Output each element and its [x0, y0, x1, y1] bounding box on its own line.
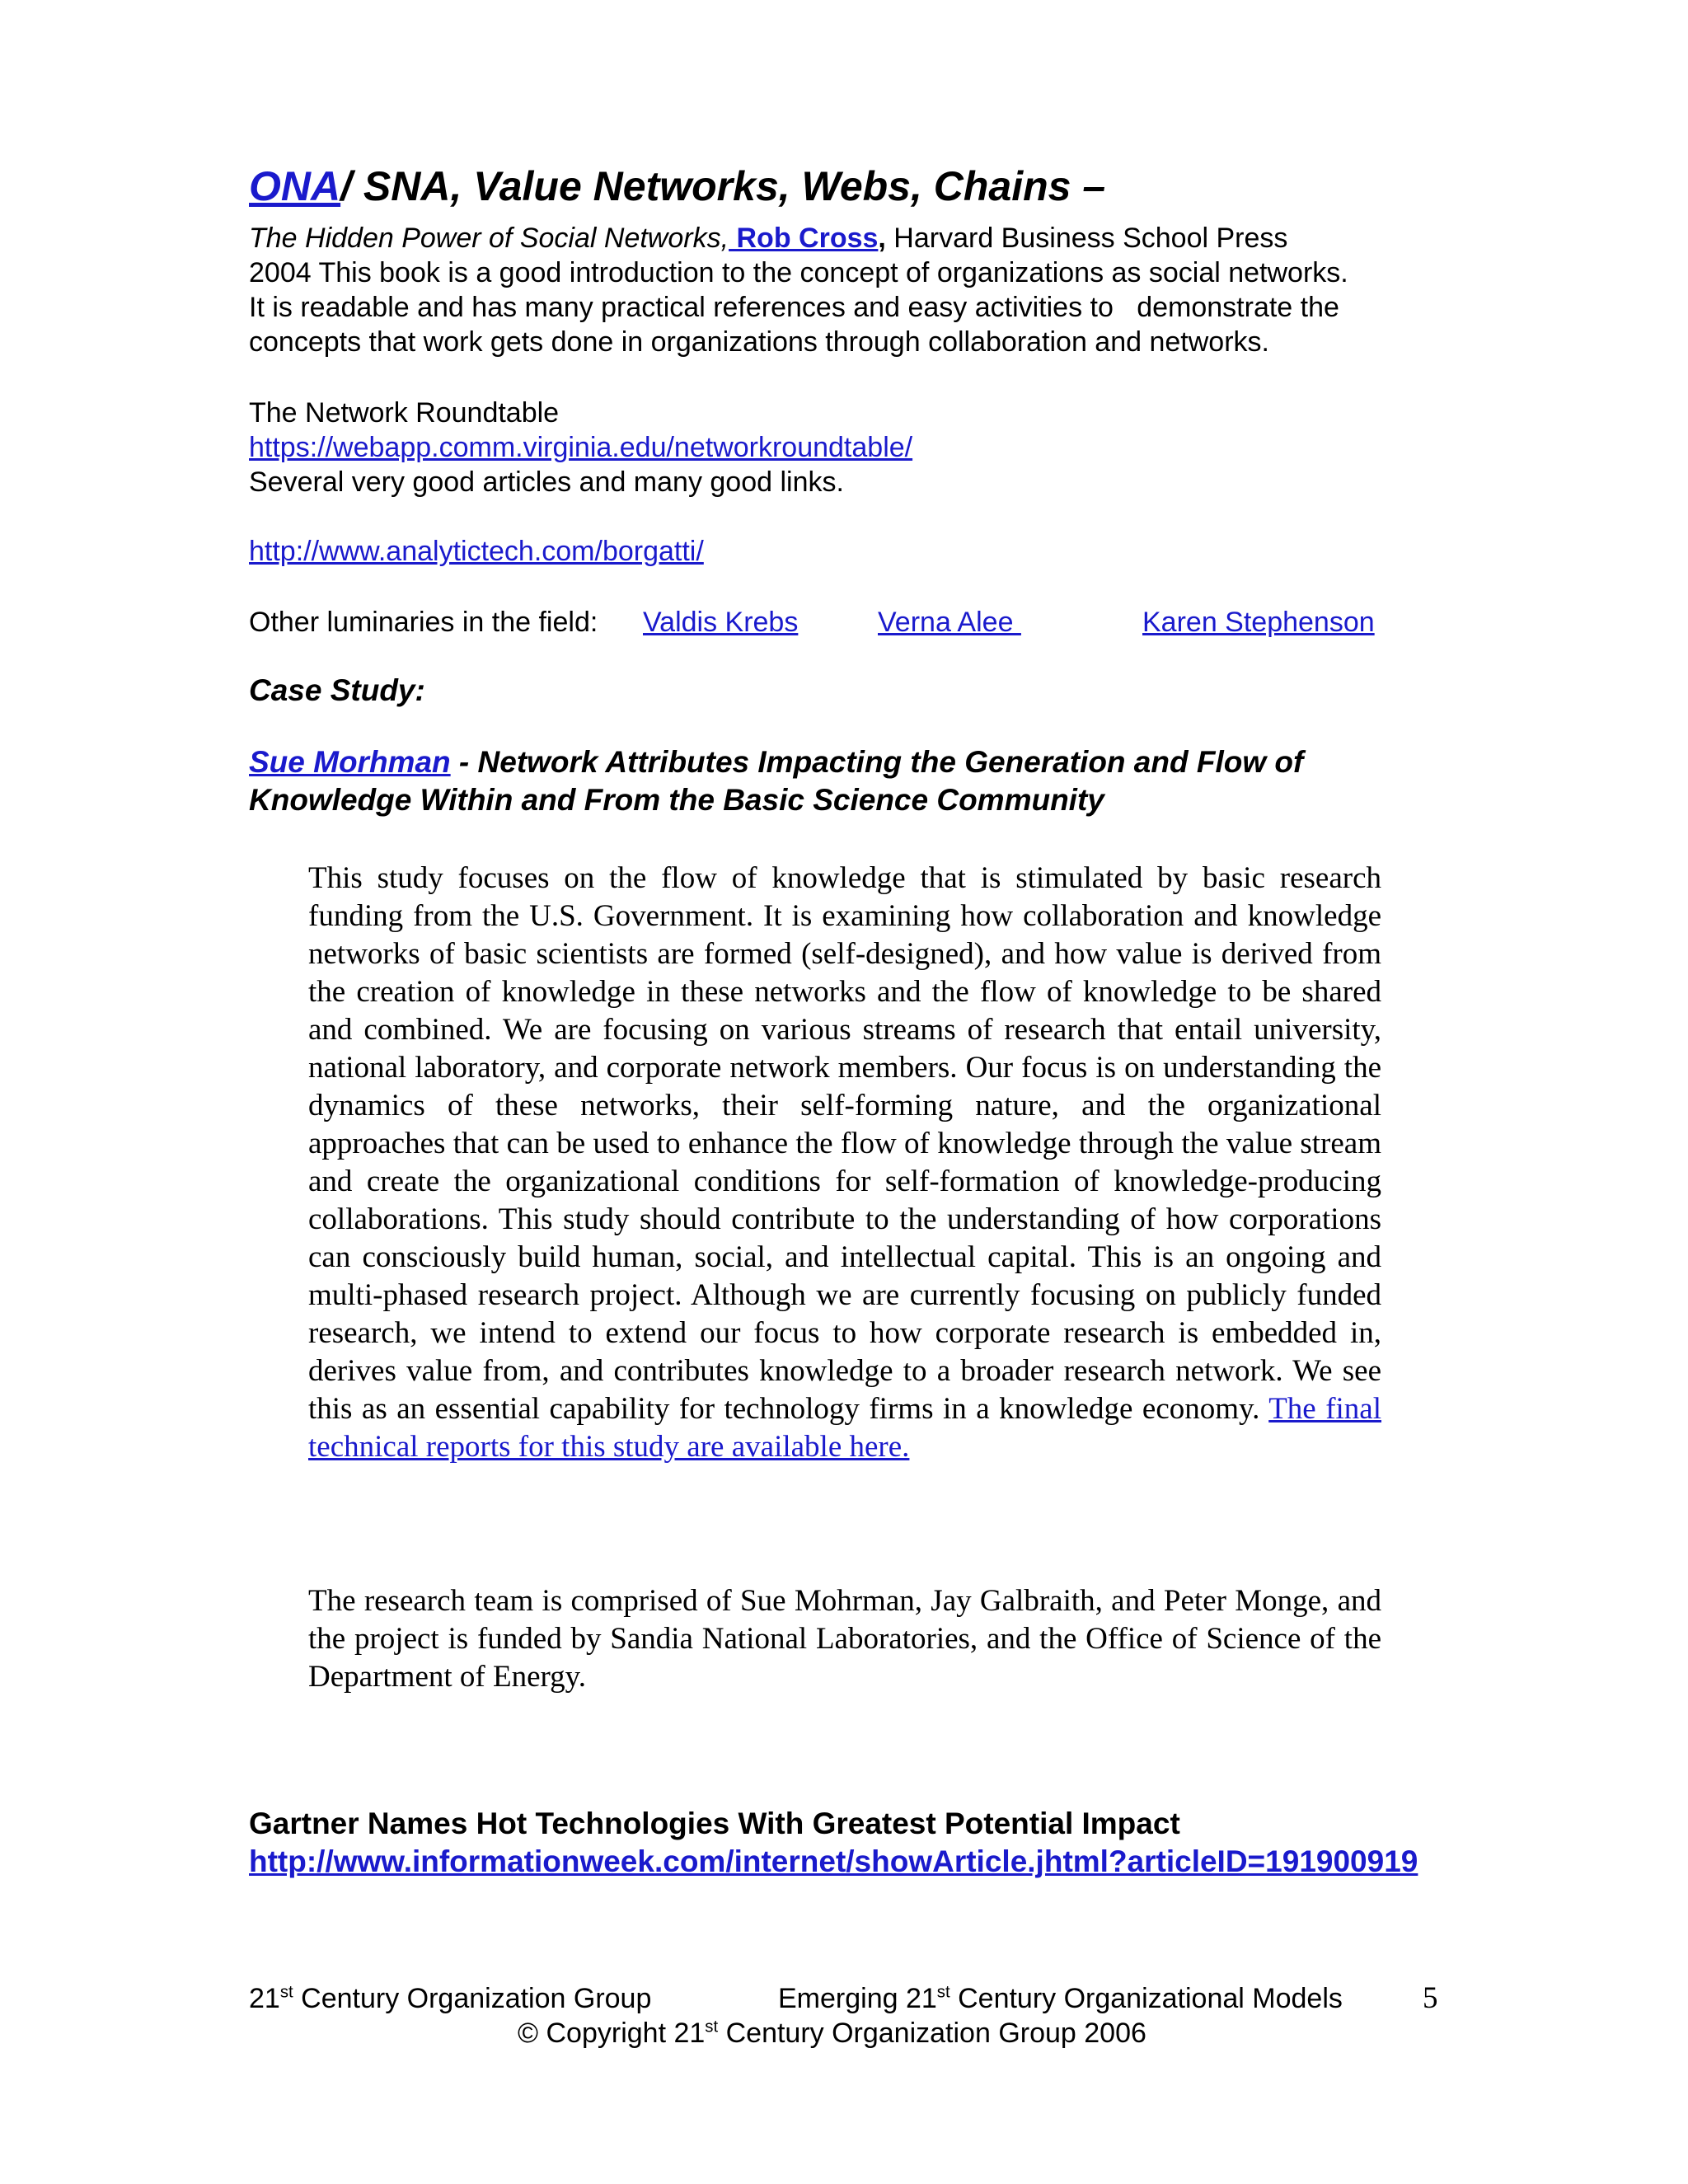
- footer-left-prefix: 21: [249, 1983, 280, 2014]
- page-number: 5: [1423, 1981, 1438, 2015]
- borgatti-line: [249, 534, 1452, 569]
- section-heading-text: / SNA, Value Networks, Webs, Chains –: [340, 163, 1106, 209]
- ona-link[interactable]: ONA: [249, 163, 341, 209]
- roundtable-description: Several very good articles and many good links.: [249, 466, 844, 498]
- roundtable-section: [249, 396, 1452, 499]
- borgatti-link[interactable]: http://www.analytictech.com/borgatti/: [249, 536, 704, 567]
- verna-alee-link[interactable]: Verna Alee: [878, 607, 1021, 638]
- book-title: The Hidden Power of Social Networks,: [249, 223, 729, 254]
- informationweek-link[interactable]: http://www.informationweek.com/internet/showArticle.jhtml?articleID=191900919: [249, 1844, 1418, 1878]
- author-comma: ,: [878, 223, 886, 254]
- book-line-4: concepts that work gets done in organizations through collaboration and networks.: [249, 326, 1269, 358]
- gartner-url-block: [249, 1843, 1452, 1881]
- footer-left: [249, 1981, 651, 2016]
- roundtable-link[interactable]: https://webapp.comm.virginia.edu/networkroundtable/: [249, 432, 913, 463]
- footer-center-sup: st: [936, 1983, 950, 2002]
- book-line-2: 2004 This book is a good introduction to the concept of organizations as social networks.: [249, 257, 1348, 288]
- footer-left-sup: st: [279, 1983, 293, 2002]
- copyright-prefix: © Copyright 21: [518, 2018, 706, 2049]
- footer-copyright: [518, 2016, 1146, 2050]
- gartner-title: Gartner Names Hot Technologies With Greatest Potential Impact: [249, 1807, 1180, 1840]
- study-title-text: - Network Attributes Impacting the Generation and Flow of Knowledge Within and From the Basic Science Community: [249, 745, 1304, 817]
- footer-left-suffix: Century Organization Group: [293, 1983, 652, 2014]
- technical-reports-link[interactable]: The final technical reports for this study are available here.: [308, 1392, 1382, 1464]
- book-line-1: [249, 221, 1452, 255]
- copyright-suffix: Century Organization Group 2006: [718, 2018, 1146, 2049]
- section-heading: [249, 157, 1444, 216]
- sue-morhman-link[interactable]: Sue Morhman: [249, 745, 451, 779]
- book-reference: [249, 221, 1452, 359]
- study-paragraph-2: The research team is comprised of Sue Mohrman, Jay Galbraith, and Peter Monge, and the project is funded by Sandia National Laboratories, and the Office of Science of the Department of Energy.: [308, 1584, 1381, 1694]
- rob-cross-link[interactable]: Rob Cross: [729, 223, 879, 254]
- roundtable-name: The Network Roundtable: [249, 397, 560, 429]
- valdis-krebs-link[interactable]: Valdis Krebs: [643, 607, 799, 638]
- study-paragraph-1: [308, 860, 1381, 1466]
- study-heading: [249, 743, 1436, 819]
- copyright-sup: st: [705, 2018, 719, 2036]
- case-study-heading: Case Study:: [249, 673, 425, 707]
- book-line-3: It is readable and has many practical references and easy activities to demonstrate the: [249, 292, 1339, 323]
- study-paragraph-1-text: This study focuses on the flow of knowledge that is stimulated by basic research funding from the U.S. Government. It is examining how collaboration and knowledge networks of basic scientists are formed (self-designed), and how value is derived from the creation of knowledge in these networks and the flow of knowledge to be shared and combined. We are focusing on various streams of research that entail university, national laboratory, and corporate network members. Our focus is on understanding the dynamics of these networks, their self-forming nature, and the organizational approaches that can be used to enhance the flow of knowledge through the value stream and create the organizational conditions for self-formation of knowledge-producing collaborations. This study should contribute to the understanding of how corporations can consciously build human, social, and intellectual capital. This is an ongoing and multi-phased research project. Although we are currently focusing on publicly funded research, we intend to extend our focus to how corporate research is embedded in, derives value from, and contributes knowledge to a broader research network. We see this as an essential capability for technology firms in a knowledge economy.: [308, 861, 1381, 1426]
- footer-center-prefix: Emerging 21: [778, 1983, 937, 2014]
- karen-stephenson-link[interactable]: Karen Stephenson: [1142, 607, 1375, 638]
- luminaries-line: [249, 605, 1452, 640]
- footer-center: [778, 1981, 1343, 2016]
- footer-center-suffix: Century Organizational Models: [950, 1983, 1343, 2014]
- luminaries-label: Other luminaries in the field:: [249, 607, 598, 638]
- book-publisher: Harvard Business School Press: [885, 223, 1288, 254]
